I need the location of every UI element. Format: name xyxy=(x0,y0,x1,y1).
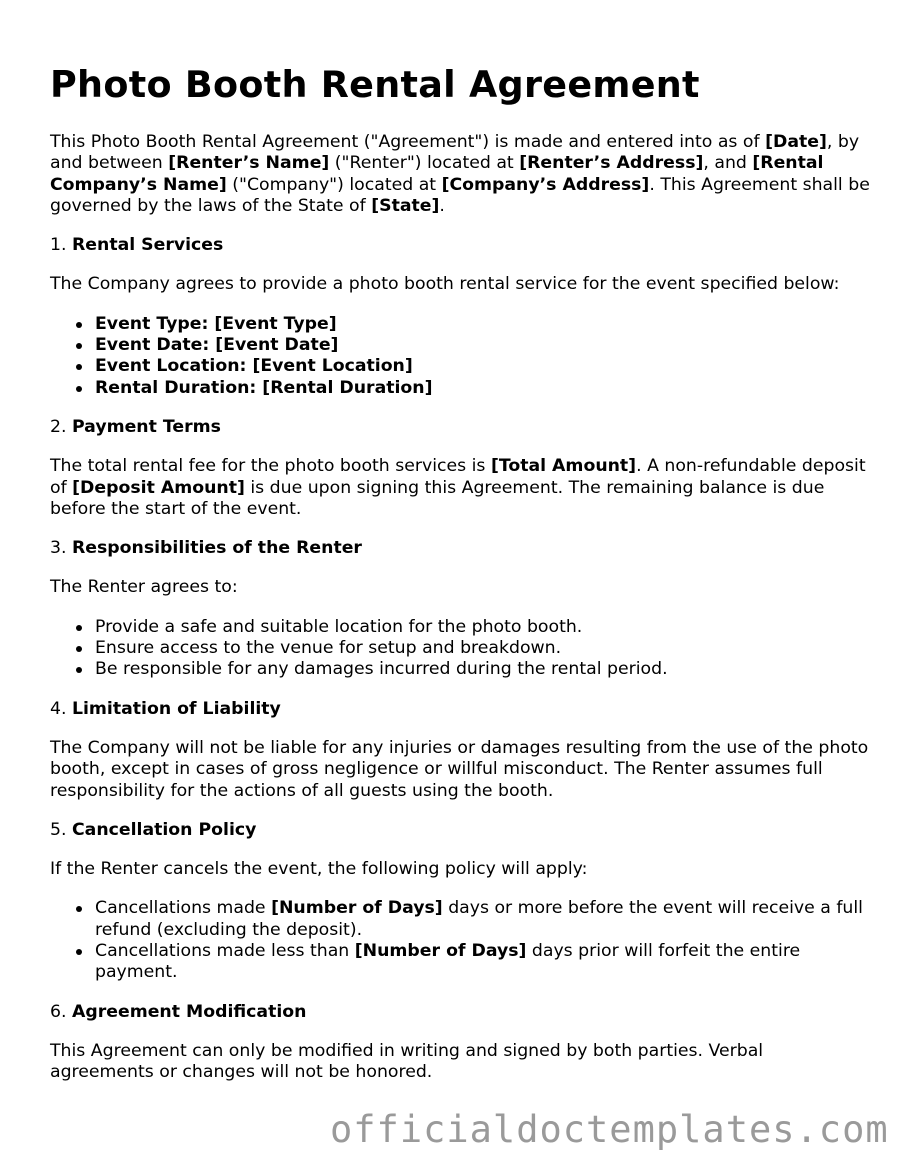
payment-text: is due upon signing this Agreement. The remaining balance is due before the start of the event. xyxy=(50,477,825,519)
company-address-placeholder: [Company’s Address] xyxy=(441,174,650,195)
cancellation-text: days or more before the event will receive a full refund (excluding the deposit). xyxy=(95,898,863,940)
section-number: 4. xyxy=(50,698,72,719)
section-number: 1. xyxy=(50,235,72,256)
section-heading-payment-terms xyxy=(50,417,870,438)
intro-text: ("Renter") located at xyxy=(329,153,520,174)
document-page xyxy=(50,62,870,1102)
list-item xyxy=(50,898,870,941)
responsibilities-list xyxy=(50,617,870,681)
intro-text: . xyxy=(439,195,445,216)
cancellation-text: days prior will forfeit the entire payment. xyxy=(95,941,801,983)
event-type-item: Event Type: [Event Type] xyxy=(95,313,337,334)
event-details-list xyxy=(50,314,870,399)
list-item xyxy=(50,356,870,377)
section-text: The Renter agrees to: xyxy=(50,577,238,598)
intro-text: , and xyxy=(703,153,753,174)
rental-duration-item: Rental Duration: [Rental Duration] xyxy=(95,377,433,398)
section-number: 6. xyxy=(50,1001,72,1022)
section-title: Rental Services xyxy=(71,235,224,256)
section-title: Agreement Modification xyxy=(71,1001,307,1022)
section-text: This Agreement can only be modified in writing and signed by both parties. Verbal agreements or changes will not be honored. xyxy=(50,1040,764,1083)
intro-text: . This Agreement shall be governed by the laws of the State of xyxy=(50,174,870,216)
list-item xyxy=(50,378,870,399)
section-heading-rental-services xyxy=(50,235,870,256)
renter-name-placeholder: [Renter’s Name] xyxy=(168,153,330,174)
section-title: Responsibilities of the Renter xyxy=(71,538,362,559)
payment-text: . A non-refundable deposit of xyxy=(50,456,866,498)
section-number: 5. xyxy=(50,819,72,840)
list-item xyxy=(50,941,870,984)
total-amount-placeholder: [Total Amount] xyxy=(490,456,637,477)
cancellation-text: Cancellations made xyxy=(95,898,272,919)
section-text: The Company will not be liable for any injuries or damages resulting from the use of the photo booth, except in cases of gross negligence or willful misconduct. The Renter assumes full responsibility for the actions of all guests using the booth. xyxy=(50,737,869,801)
section-heading-modification xyxy=(50,1002,870,1023)
payment-paragraph xyxy=(50,456,870,520)
section-title: Payment Terms xyxy=(71,416,221,437)
list-item: Provide a safe and suitable location for the photo booth. xyxy=(50,617,870,638)
section-heading-responsibilities xyxy=(50,538,870,559)
days-placeholder: [Number of Days] xyxy=(354,941,527,962)
list-item xyxy=(50,314,870,335)
site-watermark: officialdoctemplates.com xyxy=(330,1108,889,1151)
event-location-item: Event Location: [Event Location] xyxy=(95,356,413,377)
state-placeholder: [State] xyxy=(371,195,440,216)
intro-text: This Photo Booth Rental Agreement ("Agreement") is made and entered into as of xyxy=(50,132,766,152)
intro-text: ("Company") located at xyxy=(226,174,442,195)
section-text: If the Renter cancels the event, the following policy will apply: xyxy=(50,859,588,880)
cancellation-text: Cancellations made less than xyxy=(95,941,355,962)
section-number: 2. xyxy=(50,416,72,437)
event-date-item: Event Date: [Event Date] xyxy=(95,335,339,356)
section-text: The Company agrees to provide a photo booth rental service for the event specified below: xyxy=(50,274,840,295)
intro-paragraph xyxy=(50,132,870,217)
document-title: Photo Booth Rental Agreement xyxy=(50,63,700,106)
intro-text: , by and between xyxy=(50,132,860,174)
list-item xyxy=(50,335,870,356)
section-title: Cancellation Policy xyxy=(71,819,257,840)
section-heading-liability xyxy=(50,699,870,720)
section-heading-cancellation xyxy=(50,820,870,841)
section-title: Limitation of Liability xyxy=(71,698,281,719)
deposit-amount-placeholder: [Deposit Amount] xyxy=(72,477,245,498)
days-placeholder: [Number of Days] xyxy=(271,898,443,919)
list-item: Ensure access to the venue for setup and breakdown. xyxy=(50,638,870,659)
company-name-placeholder: [Rental Company’s Name] xyxy=(50,153,824,195)
cancellation-list xyxy=(50,898,870,983)
date-placeholder: [Date] xyxy=(765,132,827,152)
payment-text: The total rental fee for the photo booth services is xyxy=(50,456,491,477)
section-number: 3. xyxy=(50,538,72,559)
list-item: Be responsible for any damages incurred during the rental period. xyxy=(50,659,870,680)
renter-address-placeholder: [Renter’s Address] xyxy=(519,153,704,174)
